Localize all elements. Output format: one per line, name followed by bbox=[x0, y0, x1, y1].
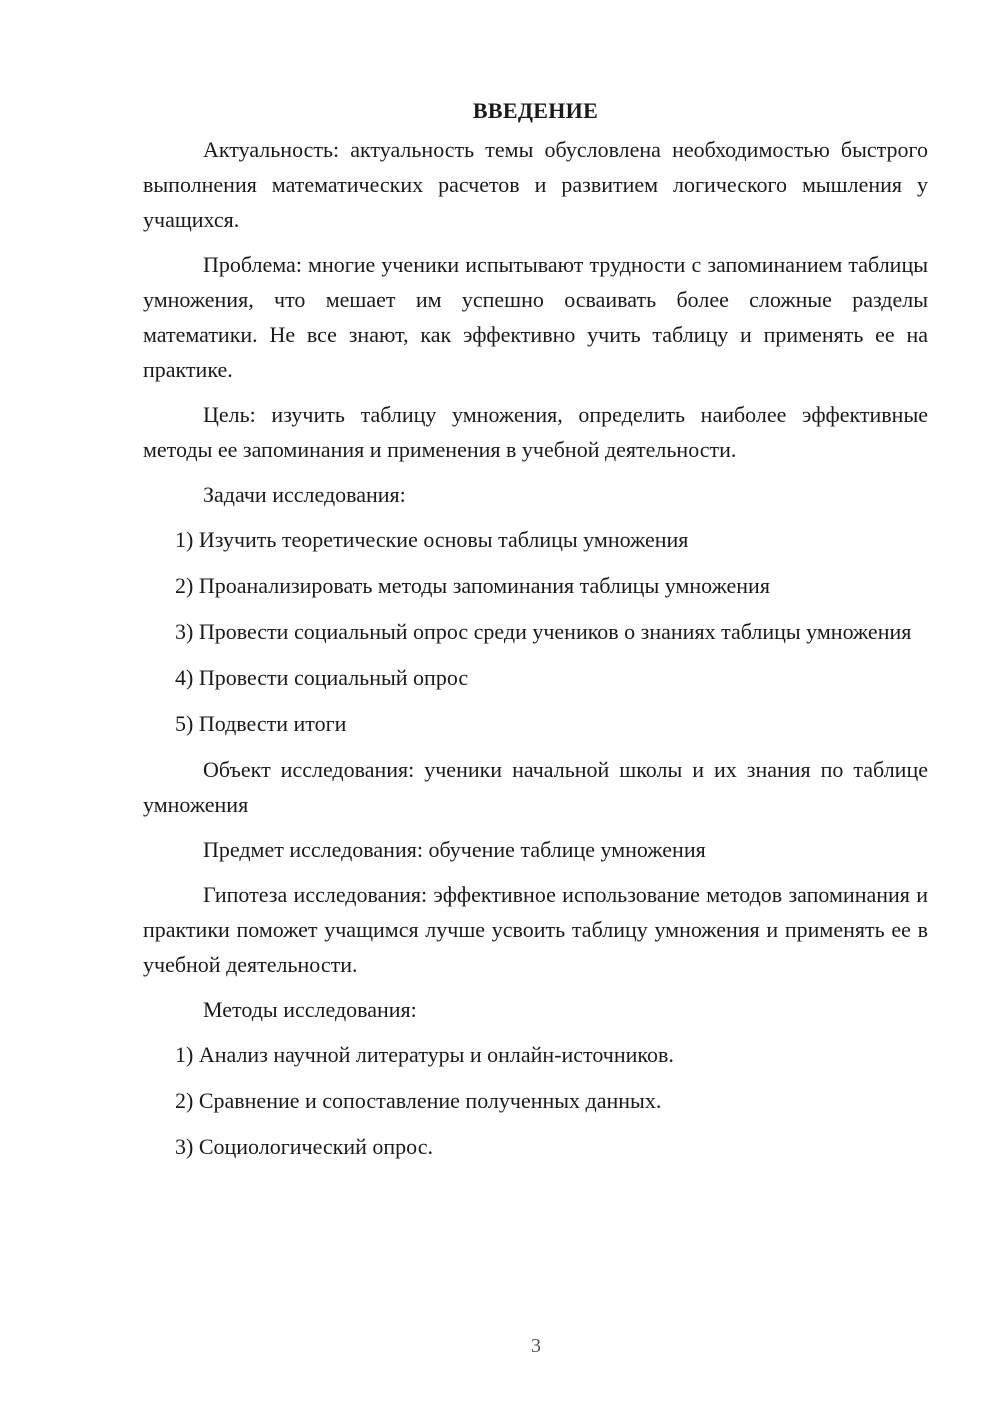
method-item: 1) Анализ научной литературы и онлайн-источников. bbox=[175, 1042, 674, 1067]
task-item: 2) Проанализировать методы запоминания таблицы умножения bbox=[175, 573, 770, 598]
methods-title: Методы исследования: bbox=[203, 997, 417, 1022]
task-item: 5) Подвести итоги bbox=[175, 711, 347, 736]
object-paragraph: Объект исследования: ученики начальной школы и их знания по таблице умножения bbox=[143, 757, 928, 817]
tasks-title: Задачи исследования: bbox=[203, 482, 406, 507]
method-item: 2) Сравнение и сопоставление полученных данных. bbox=[175, 1088, 662, 1113]
page-number: 3 bbox=[531, 1335, 541, 1357]
method-item: 3) Социологический опрос. bbox=[175, 1134, 433, 1159]
problem-paragraph: Проблема: многие ученики испытывают трудности с запоминанием таблицы умножения, что мешает им успешно осваивать более сложные разделы математики. Не все знают, как эффективно учить таблицу и применять ее на практике. bbox=[143, 252, 928, 382]
task-item: 4) Провести социальный опрос bbox=[175, 665, 469, 690]
task-item: 1) Изучить теоретические основы таблицы умножения bbox=[175, 527, 689, 552]
document-page bbox=[143, 94, 928, 1175]
goal-paragraph: Цель: изучить таблицу умножения, определить наиболее эффективные методы ее запоминания и применения в учебной деятельности. bbox=[143, 402, 928, 462]
relevance-paragraph: Актуальность: актуальность темы обусловлена необходимостью быстрого выполнения математических расчетов и развитием логического мышления у учащихся. bbox=[143, 137, 928, 232]
subject-paragraph: Предмет исследования: обучение таблице умножения bbox=[203, 837, 706, 862]
section-heading: ВВЕДЕНИЕ bbox=[472, 98, 599, 123]
hypothesis-paragraph: Гипотеза исследования: эффективное использование методов запоминания и практики поможет учащимся лучше усвоить таблицу умножения и применять ее в учебной деятельности. bbox=[143, 882, 928, 977]
task-item: 3) Провести социальный опрос среди учеников о знаниях таблицы умножения bbox=[175, 619, 912, 644]
